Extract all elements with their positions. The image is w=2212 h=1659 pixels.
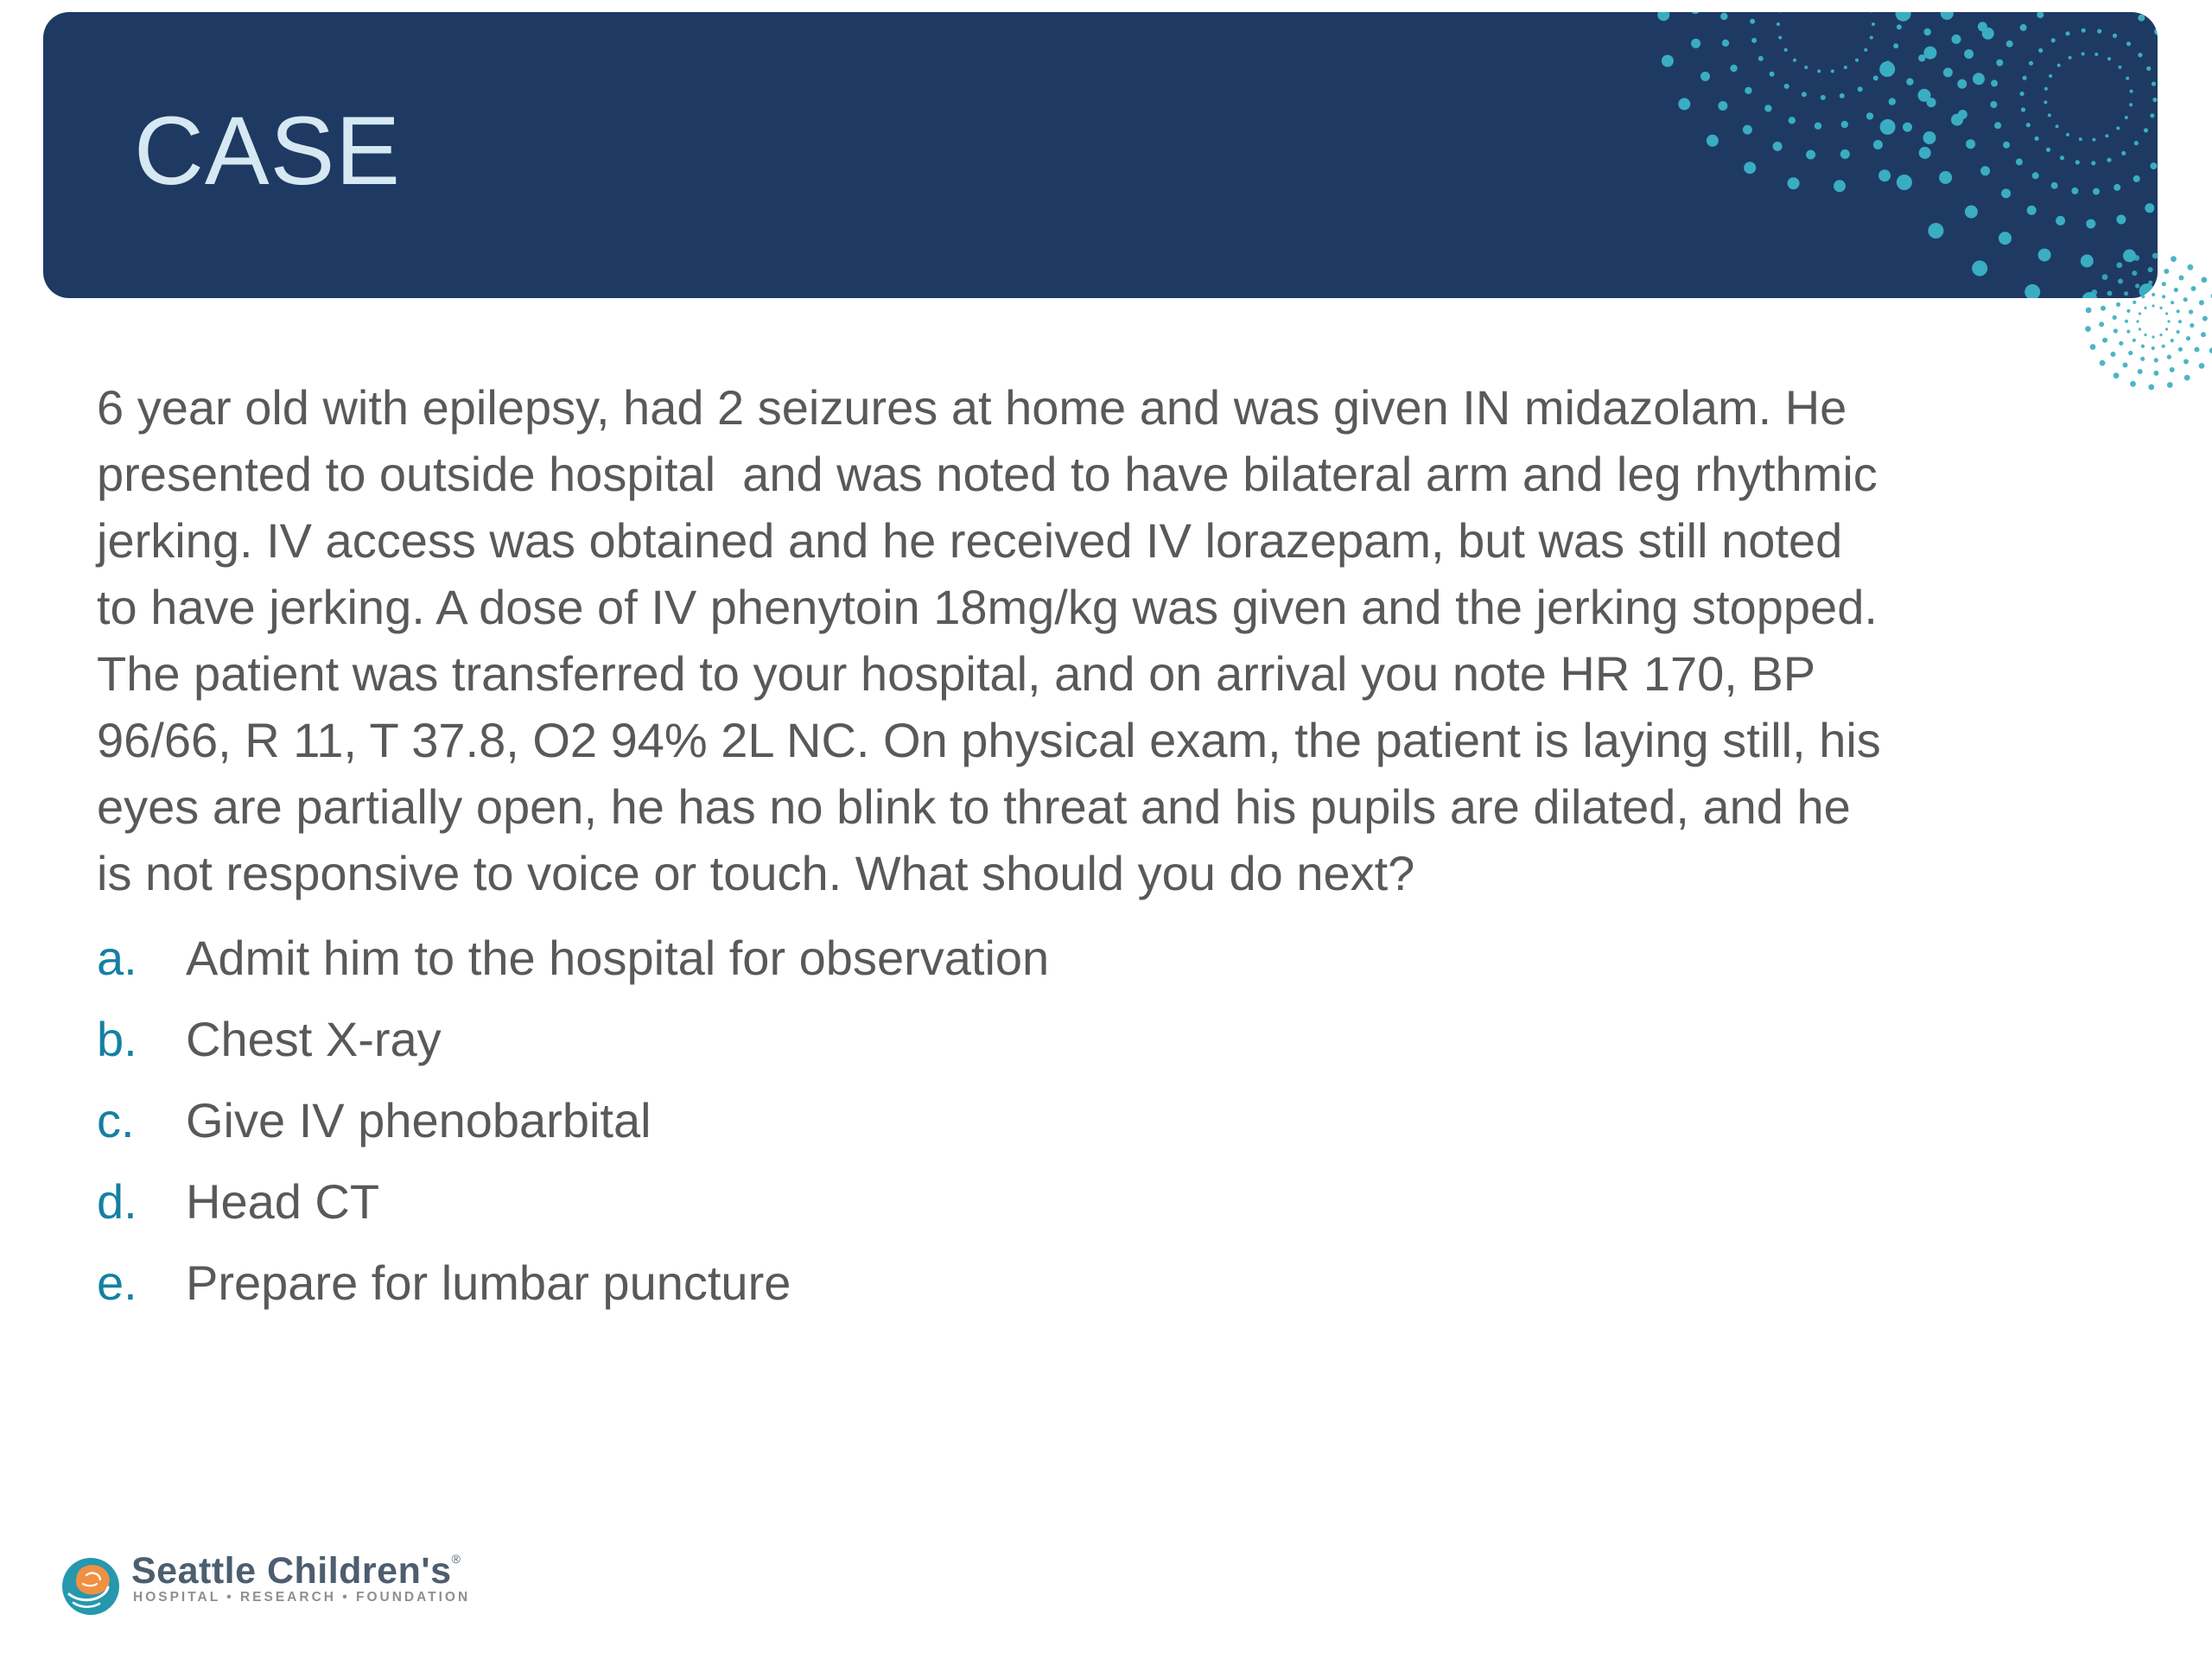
answer-option: [97, 1243, 1049, 1324]
case-description-line: 6 year old with epilepsy, had 2 seizures at home and was given IN midazolam. He: [97, 380, 1847, 435]
registered-mark: ®: [451, 1552, 461, 1566]
logo-tagline: HOSPITAL • RESEARCH • FOUNDATION: [133, 1590, 471, 1605]
option-letter: d.: [97, 1174, 137, 1229]
case-description-line: 96/66, R 11, T 37.8, O2 94% 2L NC. On physical exam, the patient is laying still, his: [97, 713, 1881, 767]
logo-wordmark: [131, 1550, 461, 1592]
answer-option: [97, 1080, 1049, 1161]
option-text: Give IV phenobarbital: [186, 1093, 652, 1147]
option-text: Head CT: [186, 1174, 380, 1229]
answer-option: [97, 999, 1049, 1080]
option-text: Chest X-ray: [186, 1012, 442, 1066]
answer-option: [97, 1161, 1049, 1243]
case-description-line: presented to outside hospital and was noted to have bilateral arm and leg rhythmic: [97, 447, 1878, 501]
seattle-childrens-logo-icon: [62, 1558, 119, 1615]
answer-options: [97, 918, 1049, 1324]
option-letter: b.: [97, 1012, 137, 1066]
option-text: Admit him to the hospital for observation: [186, 931, 1050, 985]
case-description-line: jerking. IV access was obtained and he received IV lorazepam, but was still noted: [97, 513, 1843, 568]
option-text: Prepare for lumbar puncture: [186, 1255, 791, 1310]
slide-header: [43, 12, 2158, 298]
case-description-line: is not responsive to voice or touch. What should you do next?: [97, 846, 1415, 900]
case-description: [97, 374, 2188, 906]
option-letter: c.: [97, 1093, 135, 1147]
option-letter: a.: [97, 931, 137, 985]
logo-name: Seattle Children's: [131, 1550, 452, 1592]
case-description-line: The patient was transferred to your hospital, and on arrival you note HR 170, BP: [97, 646, 1816, 701]
case-description-line: to have jerking. A dose of IV phenytoin 18mg/kg was given and the jerking stopped.: [97, 580, 1878, 634]
case-description-line: eyes are partially open, he has no blink to threat and his pupils are dilated, and he: [97, 779, 1851, 834]
option-letter: e.: [97, 1255, 137, 1310]
page-title: CASE: [134, 97, 401, 205]
answer-option: [97, 918, 1049, 999]
